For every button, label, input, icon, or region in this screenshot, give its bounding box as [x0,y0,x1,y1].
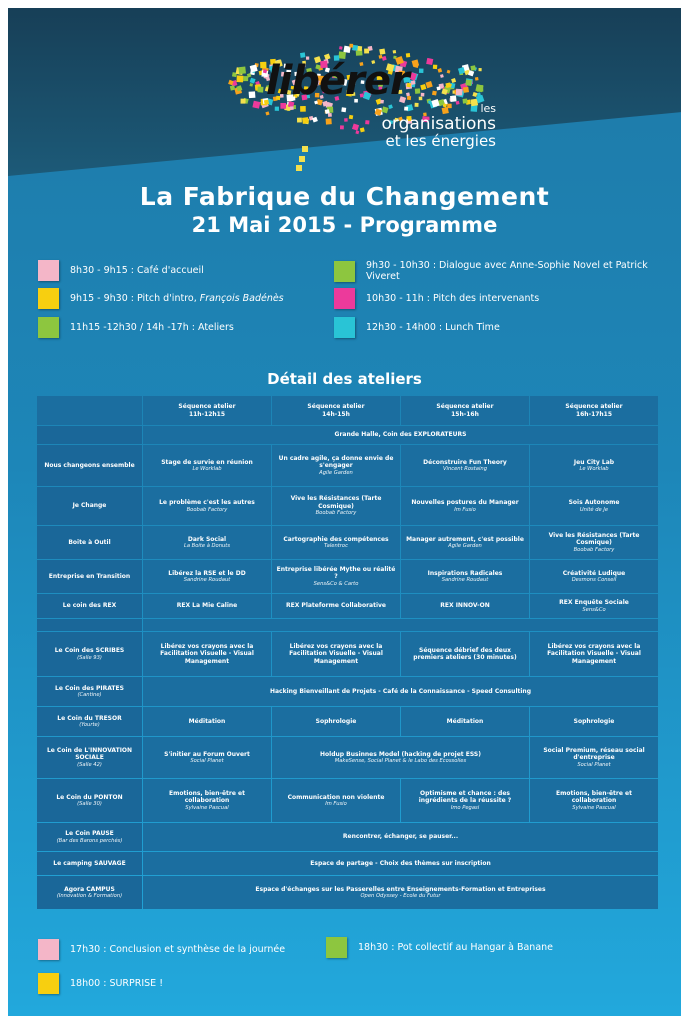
confetti-square [249,91,256,98]
table-cell: Sophrologie [272,707,400,736]
confetti-square [360,127,365,132]
sticky-note-icon [38,973,59,994]
title-block [8,182,681,237]
table-cell: Inspirations Radicales Sandrine Roudaut [401,560,529,593]
row-label-cell: Nous changeons ensemble [37,445,142,486]
table-cell: Jeu City Lab Le Worklab [530,445,658,486]
row-label-cell: Le Coin du TRESOR (Yourte) [37,707,142,736]
table-cell: Nouvelles postures du Manager Im Fusio [401,487,529,525]
confetti-square [419,97,423,101]
confetti-square [250,78,256,84]
confetti-square [299,156,305,162]
span-cell [143,619,658,631]
confetti-square [426,58,433,65]
confetti-square [297,118,302,123]
confetti-square [414,103,418,107]
confetti-square [456,101,460,105]
confetti-square [357,46,362,51]
logo-tagline: organisations [381,114,496,134]
confetti-square [275,107,279,111]
confetti-square [419,69,424,74]
table-corner-cell [37,396,142,425]
row-label-cell: Le camping SAUVAGE [37,852,142,875]
table-cell: Vive les Résistances (Tarte Cosmique) Boobab Factory [530,526,658,559]
legend-item [38,288,284,309]
table-row [37,876,658,909]
sticky-note-icon [334,261,355,282]
table-cell: Méditation [143,707,271,736]
table-cell: S'initier au Forum Ouvert Social Planet [143,737,271,778]
legend-text: 18h00 : SURPRISE ! [70,978,164,989]
legend-item [326,937,553,958]
confetti-square [252,101,260,109]
confetti-square [379,48,385,54]
confetti-square [465,80,471,86]
table-cell: Libérez vos crayons avec la Facilitation Visuelle - Visual Management [143,632,271,676]
table-cell: REX INNOV-ON [401,594,529,618]
legend-text: 9h30 - 10h30 : Dialogue avec Anne-Sophie Novel et Patrick Viveret [366,260,648,282]
confetti-square [472,92,477,97]
confetti-square [302,146,308,152]
table-header-cell: Séquence atelier 16h-17h15 [530,396,658,425]
legend-text: 12h30 - 14h00 : Lunch Time [366,322,500,333]
legend-item [38,317,234,338]
confetti-square [478,68,481,71]
legend-item [38,260,204,281]
logo-tagline: et les énergies [385,132,496,150]
confetti-square [328,113,332,117]
sticky-note-icon [38,939,59,960]
table-cell: Entreprise libérée Mythe ou réalité ? Sens&Co & Carto [272,560,400,593]
confetti-square [382,106,389,113]
table-cell: Social Premium, réseau social d'entreprise Social Planet [530,737,658,778]
table-row [37,852,658,875]
confetti-square [265,111,269,115]
confetti-square [463,99,468,104]
confetti-square [420,84,426,90]
legend-text: 9h15 - 9h30 : Pitch d'intro, François Badénès [70,293,284,304]
table-cell: Libérez vos crayons avec la Facilitation Visuelle - Visual Management [530,632,658,676]
confetti-square [388,104,393,109]
span-cell: Rencontrer, échanger, se pauser... [143,823,658,851]
legend-text: 17h30 : Conclusion et synthèse de la journée [70,944,286,955]
table-cell: Sophrologie [530,707,658,736]
confetti-square [340,125,344,129]
table-row [37,594,658,618]
table-cell: Déconstruire Fun Theory Vincent Rostaing [401,445,529,486]
table-cell: Sois Autonome Unité de Je [530,487,658,525]
confetti-square [236,75,243,82]
confetti-square [421,93,425,97]
table-header-cell: Séquence atelier 11h-12h15 [143,396,271,425]
confetti-square [290,106,294,110]
row-label-cell: Boite à Outil [37,526,142,559]
page-title: La Fabrique du Changement [139,182,550,211]
table-row [37,779,658,822]
confetti-square [302,117,309,124]
table-row [37,823,658,851]
confetti-square [238,66,246,74]
confetti-square [341,107,346,112]
table-cell: Optimisme et chance : des ingrédients de la réussite ? Imo Pegasi [401,779,529,822]
confetti-square [241,99,246,104]
span-cell: Hacking Bienveillant de Projets - Café de la Connaissance - Speed Consulting [143,677,658,706]
confetti-square [404,107,408,111]
table-cell: Libérez la RSE et le DD Sandrine Roudaut [143,560,271,593]
confetti-square [352,124,359,131]
span-cell: Holdup Businnes Model (hacking de projet ESS) MakeSense, Social Planet & le Labo des Ecossolies [272,737,529,778]
logo [204,22,504,172]
confetti-square [470,65,476,71]
row-label-cell: Je Change [37,487,142,525]
confetti-square [243,76,248,81]
sticky-note-icon [326,937,347,958]
confetti-square [296,165,302,171]
table-row [37,487,658,525]
confetti-square [349,115,353,119]
legend-item [334,317,500,338]
confetti-square [432,91,437,96]
row-label-cell: Le Coin des PIRATES (Cantine) [37,677,142,706]
program-table [36,395,659,910]
legend-item [38,939,285,960]
confetti-square [326,118,332,124]
section-title: Détail des ateliers [267,370,422,388]
row-label-cell: Le Coin PAUSE (Bar des Barons perchés) [37,823,142,851]
span-cell: Espace de partage - Choix des thèmes sur inscription [143,852,658,875]
confetti-square [463,87,469,93]
legend-text: 11h15 -12h30 / 14h -17h : Ateliers [70,322,234,333]
table-row [37,632,658,676]
confetti-square [440,74,444,78]
table-cell: Emotions, bien-être et collaboration Sylvaine Pascual [143,779,271,822]
confetti-square [451,78,456,83]
row-label-cell: Agora CAMPUS (Innovation & Formation) [37,876,142,909]
table-row [37,560,658,593]
sticky-note-icon [334,317,355,338]
confetti-square [365,120,369,124]
legend-text: 8h30 - 9h15 : Café d'accueil [70,265,204,276]
page-subtitle: 21 Mai 2015 - Programme [191,213,498,237]
confetti-square [426,81,433,88]
legend-item [334,288,539,309]
confetti-square [339,46,343,50]
table-header-cell: Séquence atelier 14h-15h [272,396,400,425]
span-cell: Grande Halle, Coin des EXPLORATEURS [143,426,658,444]
row-label-cell: Entreprise en Transition [37,560,142,593]
confetti-square [344,118,348,122]
table-row [37,707,658,736]
table-cell: Créativité Ludique Desmons Conseil [530,560,658,593]
confetti-square [230,85,235,90]
confetti-square [447,70,451,74]
row-label-cell [37,426,142,444]
legend-item [334,260,681,282]
table-cell: REX La Mie Caline [143,594,271,618]
legend-text: 10h30 - 11h : Pitch des intervenants [366,293,540,304]
table-cell: Dark Social La Boite à Donuts [143,526,271,559]
table-cell: Séquence débrief des deux premiers ateliers (30 minutes) [401,632,529,676]
table-cell: Libérez vos crayons avec la Facilitation Visuelle - Visual Management [272,632,400,676]
legend-text: 18h30 : Pot collectif au Hangar à Banane [358,942,554,953]
table-cell: Méditation [401,707,529,736]
row-label-cell [37,619,142,631]
confetti-square [450,95,457,102]
sticky-note-icon [334,288,355,309]
table-cell: Stage de survie en réunion Le Worklab [143,445,271,486]
span-cell: Espace d'échanges sur les Passerelles entre Enseignements-Formation et Entreprises Open Odyssey - Ecole du Futur [143,876,658,909]
confetti-square [475,77,479,81]
logo-tagline: les [480,102,496,115]
confetti-square [300,106,306,112]
poster [8,8,681,1016]
table-header-cell: Séquence atelier 15h-16h [401,396,529,425]
table-row [37,737,658,778]
confetti-square [406,53,410,57]
row-label-cell: Le Coin des SCRIBES (Salle 93) [37,632,142,676]
confetti-square [415,88,421,94]
table-cell: Communication non violente Im Fusio [272,779,400,822]
table-row [37,426,658,444]
table-cell: Cartographie des compétences Talentroc [272,526,400,559]
table-header-row [37,396,658,425]
confetti-square [456,89,463,96]
table-row [37,677,658,706]
sticky-note-icon [38,288,59,309]
confetti-square [437,86,441,90]
table-cell: REX Enquête Sociale Sens&Co [530,594,658,618]
table-cell: Le problème c'est les autres Boobab Factory [143,487,271,525]
table-row [37,445,658,486]
confetti-square [433,65,437,69]
table-spacer-row [37,619,658,631]
confetti-square [257,87,263,93]
confetti-square [349,44,353,48]
table-cell: Manager autrement, c'est possible Agile Garden [401,526,529,559]
confetti-square [438,68,443,73]
sticky-note-icon [38,317,59,338]
row-label-cell: Le Coin du PONTON (Salle 30) [37,779,142,822]
confetti-square [355,130,359,134]
row-label-cell: Le Coin de L'INNOVATION SOCIALE (Salle 42) [37,737,142,778]
logo-word: libérer [266,58,409,104]
confetti-square [393,50,397,54]
row-label-cell: Le coin des REX [37,594,142,618]
table-cell: REX Plateforme Collaborative [272,594,400,618]
table-cell: Emotions, bien-être et collaboration Sylvaine Pascual [530,779,658,822]
legend-item [38,973,163,994]
sticky-note-icon [38,260,59,281]
table-row [37,526,658,559]
table-cell: Un cadre agile, ça donne envie de s'engager Agile Garden [272,445,400,486]
table-cell: Vive les Résistances (Tarte Cosmique) Boobab Factory [272,487,400,525]
confetti-square [364,49,369,54]
confetti-square [249,83,253,87]
